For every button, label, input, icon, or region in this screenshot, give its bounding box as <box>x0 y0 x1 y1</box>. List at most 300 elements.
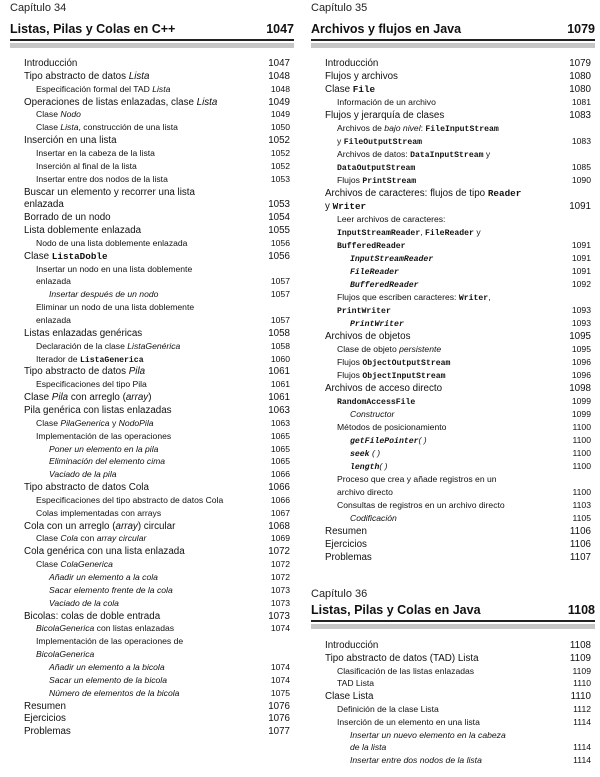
toc-entry <box>24 328 290 340</box>
toc-entry <box>36 264 290 276</box>
toc-entry-title: Consultas de registros en un archivo directo <box>337 500 505 510</box>
toc-entry <box>350 755 591 767</box>
toc-entry <box>337 474 591 486</box>
toc-entry <box>325 526 591 538</box>
toc-entry <box>24 611 290 623</box>
toc-entry-title: Clase ColaGenerica <box>36 559 113 570</box>
toc-entry-title: Flujos y jerarquía de clases <box>325 110 445 121</box>
toc-entry-title: Leer archivos de caracteres: <box>337 214 446 224</box>
toc-entry-page: 1105 <box>572 513 591 523</box>
toc-entry <box>337 704 591 716</box>
toc-entry-title: Flujos y archivos <box>325 71 398 82</box>
heading-rule <box>311 39 595 41</box>
toc-entry-title: enlazada <box>24 199 64 211</box>
toc-entry <box>36 533 290 545</box>
toc-entry-title: Inserción al final de la lista <box>36 160 137 171</box>
toc-entry <box>49 456 290 468</box>
toc-entry-page: 1058 <box>268 327 290 339</box>
toc-entry <box>325 201 591 213</box>
toc-entry <box>24 366 290 378</box>
toc-entry-page: 1052 <box>268 135 290 147</box>
toc-entry-title: Añadir un elemento a la bicola <box>49 661 165 672</box>
toc-entry-page: 1057 <box>270 289 290 300</box>
toc-entry-page: 1074 <box>270 674 290 685</box>
toc-entry-title: Iterador de ListaGenerica <box>36 353 144 365</box>
toc-entry-page: 1060 <box>270 353 290 364</box>
toc-entry <box>36 495 290 507</box>
toc-entry <box>49 469 290 481</box>
toc-entry-title: Codificación <box>350 513 397 523</box>
toc-entry-page: 1073 <box>270 597 290 608</box>
toc-entry-page: 1053 <box>270 173 290 184</box>
toc-entry <box>337 175 591 187</box>
toc-entry-title: Sacar elemento frente de la cola <box>49 584 173 595</box>
toc-entry-title: Inserción de un elemento en una lista <box>337 716 480 727</box>
toc-entry-page: 1100 <box>572 487 591 497</box>
toc-entry <box>24 212 290 224</box>
toc-entry-page: 1099 <box>571 409 591 419</box>
toc-entry-page: 1109 <box>572 665 591 676</box>
toc-entry-title: Archivos de datos: DataInputStream y <box>337 149 491 160</box>
toc-entry <box>36 238 290 250</box>
toc-entry <box>337 162 591 174</box>
toc-entry-title: Eliminar un nodo de una lista doblemente <box>36 302 195 313</box>
toc-entry-title: Operaciones de listas enlazadas, clase Lista <box>24 96 218 108</box>
toc-entry-page: 1048 <box>270 83 290 94</box>
toc-entry-title: Lista doblemente enlazada <box>24 225 142 237</box>
toc-entry <box>49 675 290 687</box>
toc-entry <box>350 461 591 473</box>
toc-entry-title: Nodo de una lista doblemente enlazada <box>36 237 188 248</box>
toc-entry-page: 1079 <box>569 58 591 69</box>
chapter-heading <box>10 22 294 36</box>
toc-entry-page: 1072 <box>268 546 290 558</box>
toc-entry-title: Introducción <box>325 58 379 69</box>
toc-entry-title: Proceso que crea y añade registros en un <box>337 474 497 484</box>
toc-entry-page: 1114 <box>573 742 591 753</box>
toc-entry <box>325 691 591 703</box>
toc-entry-page: 1106 <box>569 526 591 537</box>
toc-entry <box>24 225 290 237</box>
toc-entry-title: Insertar en la cabeza de la lista <box>36 147 155 158</box>
toc-entry <box>36 418 290 430</box>
toc-entry <box>337 305 591 317</box>
toc-entry-page: 1114 <box>573 755 591 766</box>
toc-entry-page: 1085 <box>571 162 591 172</box>
toc-entry <box>24 482 290 494</box>
chapter-label: Capítulo 36 <box>311 588 368 600</box>
toc-entry-title: Constructor <box>350 409 395 419</box>
toc-entry <box>350 513 591 525</box>
toc-entry-page: 1096 <box>571 370 591 380</box>
toc-entry <box>36 649 290 661</box>
toc-entry <box>24 701 290 713</box>
toc-entry-title: Insertar entre dos nodos de la lista <box>350 755 482 766</box>
toc-entry <box>325 331 591 343</box>
toc-entry-title: Flujos ObjectInputStream <box>337 370 446 381</box>
heading-band <box>311 624 595 629</box>
toc-entry <box>337 422 591 434</box>
toc-entry-title: getFilePointer( ) <box>350 435 427 446</box>
toc-entry <box>49 444 290 456</box>
toc-entry <box>337 678 591 690</box>
toc-entry-page: 1053 <box>268 199 290 211</box>
toc-entry-page: 1103 <box>572 500 591 510</box>
toc-entry-page: 1096 <box>571 357 591 367</box>
toc-entry <box>325 383 591 395</box>
toc-entry <box>36 636 290 648</box>
toc-entry <box>350 409 591 421</box>
toc-entry-title: Poner un elemento en la pila <box>49 443 159 454</box>
toc-entry <box>350 435 591 447</box>
toc-entry-page: 1091 <box>571 266 591 276</box>
toc-entry-page: 1091 <box>571 253 591 263</box>
toc-entry <box>36 84 290 96</box>
toc-entry <box>36 174 290 186</box>
toc-entry-page: 1107 <box>569 552 591 563</box>
toc-entry-page: 1063 <box>268 404 290 416</box>
toc-entry-title: PrintWriter <box>337 307 391 316</box>
toc-entry-title: de la lista <box>350 742 387 753</box>
toc-entry-title: Archivos de objetos <box>325 331 411 342</box>
toc-entry <box>337 227 591 239</box>
toc-entry <box>350 448 591 460</box>
toc-entry-page: 1092 <box>571 279 591 289</box>
toc-entry-title: TAD Lista <box>337 678 375 689</box>
toc-entry <box>337 123 591 135</box>
toc-entry <box>350 742 591 754</box>
toc-entry-title: FileReader <box>350 268 399 277</box>
toc-entry-page: 1106 <box>569 539 591 550</box>
toc-entry <box>49 289 290 301</box>
toc-entry-page: 1056 <box>268 250 290 262</box>
toc-entry-page: 1076 <box>268 713 290 725</box>
toc-entry <box>36 379 290 391</box>
toc-entry <box>36 354 290 366</box>
chapter-page: 1047 <box>266 22 294 36</box>
toc-entry-title: Clase ListaDoble <box>24 250 108 262</box>
toc-entry-page: 1061 <box>270 379 290 390</box>
toc-entry-title: Cola con un arreglo (array) circular <box>24 520 176 532</box>
toc-entry-title: enlazada <box>36 315 71 325</box>
toc-entry-title: Clase Lista, construcción de una lista <box>36 122 178 133</box>
toc-entry-page: 1055 <box>268 225 290 237</box>
chapter-page: 1108 <box>567 603 595 617</box>
toc-entry-title: archivo directo <box>337 487 393 497</box>
toc-entry-page: 1068 <box>268 520 290 532</box>
toc-entry-page: 1063 <box>270 417 290 428</box>
heading-band <box>311 43 595 48</box>
toc-entry <box>350 318 591 330</box>
toc-entry <box>24 187 290 199</box>
toc-entry <box>337 240 591 252</box>
toc-entry <box>24 726 290 738</box>
toc-entry <box>49 598 290 610</box>
toc-entry-page: 1112 <box>573 704 591 714</box>
toc-entry-title: Clase PilaGenerica y NodoPila <box>36 417 154 428</box>
toc-entry <box>325 653 591 665</box>
toc-entry-page: 1066 <box>270 469 290 480</box>
toc-entry-title: Introducción <box>24 58 78 69</box>
toc-entry-title: Listas enlazadas genéricas <box>24 327 143 339</box>
toc-entry <box>325 71 591 83</box>
toc-entry <box>337 214 591 226</box>
toc-entry-title: Añadir un elemento a la cola <box>49 572 158 582</box>
toc-entry-page: 1073 <box>268 610 290 622</box>
toc-entry-title: Borrado de un nodo <box>24 212 111 224</box>
toc-entry-page: 1098 <box>569 383 591 394</box>
toc-entry-page: 1081 <box>571 97 591 107</box>
toc-entry-page: 1052 <box>270 147 290 158</box>
toc-entry-page: 1065 <box>270 443 290 454</box>
toc-entry-page: 1100 <box>572 435 591 445</box>
toc-entry-title: Insertar un nodo en una lista doblemente <box>36 263 193 274</box>
toc-entry <box>337 370 591 382</box>
toc-entry-title: Ejercicios <box>325 539 367 550</box>
toc-entry-title: Declaración de la clase ListaGenérica <box>36 340 181 351</box>
toc-entry <box>24 405 290 417</box>
toc-entry <box>49 585 290 597</box>
toc-entry-title: Clase File <box>325 84 376 95</box>
chapter-page: 1079 <box>567 22 595 36</box>
toc-entry-page: 1110 <box>573 678 591 689</box>
toc-entry <box>325 539 591 551</box>
toc-entry <box>337 292 591 304</box>
toc-entry-page: 1108 <box>569 640 591 651</box>
toc-entry-title: Clase Nodo <box>36 109 81 120</box>
toc-entry-title: Tipo abstracto de datos Pila <box>24 366 146 378</box>
toc-entry-title: Resumen <box>24 700 66 712</box>
toc-entry-title: Especificaciones del tipo Pila <box>36 379 147 390</box>
toc-entry-page: 1067 <box>270 507 290 518</box>
toc-entry <box>325 640 591 652</box>
toc-entry-page: 1090 <box>571 175 591 185</box>
toc-entry-title: Vaciado de la cola <box>49 597 119 608</box>
toc-entry <box>337 357 591 369</box>
toc-entry-title: Clase Lista <box>325 691 374 703</box>
toc-entry-title: y Writer <box>325 201 367 212</box>
toc-entry <box>24 521 290 533</box>
toc-entry-title: Problemas <box>24 726 71 738</box>
toc-entry-title: Insertar un nuevo elemento en la cabeza <box>350 729 506 740</box>
toc-entry-page: 1052 <box>270 160 290 171</box>
toc-entry-title: Métodos de posicionamiento <box>337 422 447 432</box>
toc-entry-title: Colas implementadas con arrays <box>36 507 162 518</box>
toc-entry <box>337 136 591 148</box>
toc-entry-page: 1075 <box>270 687 290 698</box>
toc-entry-title: Flujos que escriben caracteres: Writer, <box>337 292 491 303</box>
toc-entry <box>36 623 290 635</box>
toc-entry-title: Información de un archivo <box>337 97 436 107</box>
chapter-heading <box>311 603 595 617</box>
toc-entry-title: Pila genérica con listas enlazadas <box>24 404 172 416</box>
toc-entry-title: Introducción <box>325 640 379 651</box>
toc-entry-title: y FileOutputStream <box>337 136 423 147</box>
toc-entry <box>49 572 290 584</box>
toc-entry-title: Vaciado de la pila <box>49 469 117 480</box>
toc-entry-page: 1049 <box>268 96 290 108</box>
toc-entry-page: 1080 <box>569 84 591 95</box>
toc-entry-page: 1065 <box>270 456 290 467</box>
toc-entry <box>337 500 591 512</box>
chapter-title: Listas, Pilas y Colas en Java <box>311 603 481 617</box>
toc-entry-title: PrintWriter <box>350 320 404 329</box>
toc-entry <box>24 199 290 211</box>
toc-entry <box>24 58 290 70</box>
toc-entry-page: 1095 <box>571 344 591 354</box>
chapter-label: Capítulo 34 <box>10 2 67 14</box>
heading-rule <box>10 39 294 41</box>
toc-entry-title: Insertar entre dos nodos de la lista <box>36 173 168 184</box>
toc-entry-title: Tipo abstracto de datos (TAD) Lista <box>325 652 479 664</box>
toc-entry <box>337 666 591 678</box>
toc-entry-title: seek ( ) <box>350 448 381 459</box>
toc-entry <box>350 279 591 291</box>
toc-entry-title: InputStreamReader <box>350 255 434 264</box>
chapter-label: Capítulo 35 <box>311 2 368 14</box>
toc-entry <box>36 559 290 571</box>
toc-entry-page: 1058 <box>270 340 290 351</box>
toc-entry-title: BicolaGenerica <box>36 649 95 660</box>
toc-entry-page: 1093 <box>571 305 591 315</box>
toc-entry <box>24 251 290 263</box>
toc-entry <box>24 713 290 725</box>
toc-entry-page: 1100 <box>572 422 591 432</box>
toc-entry <box>24 97 290 109</box>
toc-entry-page: 1050 <box>270 122 290 133</box>
toc-entry-page: 1061 <box>268 392 290 404</box>
toc-entry-title: DataOutputStream <box>337 164 416 173</box>
toc-entry-page: 1114 <box>573 716 591 727</box>
toc-entry-title: Definición de la clase Lista <box>337 704 439 714</box>
toc-entry <box>350 730 591 742</box>
toc-entry-page: 1066 <box>270 494 290 505</box>
toc-entry-page: 1093 <box>571 318 591 328</box>
toc-entry-title: Ejercicios <box>24 713 66 725</box>
toc-entry <box>36 148 290 160</box>
toc-entry-page: 1091 <box>571 240 591 250</box>
toc-entry-title: Cola genérica con una lista enlazada <box>24 546 185 558</box>
toc-entry <box>337 97 591 109</box>
toc-entry-page: 1073 <box>270 584 290 595</box>
toc-entry-title: Clase Cola con array circular <box>36 533 147 544</box>
toc-entry <box>337 396 591 408</box>
toc-entry-title: Archivos de acceso directo <box>325 383 443 394</box>
toc-entry-title: Bicolas: colas de doble entrada <box>24 610 161 622</box>
toc-entry-title: Número de elementos de la bicola <box>49 687 180 698</box>
toc-entry-page: 1099 <box>571 396 591 406</box>
toc-entry-title: Clase de objeto persistente <box>337 344 442 354</box>
toc-entry-page: 1072 <box>270 559 290 570</box>
toc-entry <box>350 266 591 278</box>
toc-entry-title: Archivos de caracteres: flujos de tipo Reader <box>325 188 522 199</box>
toc-entry <box>325 58 591 70</box>
toc-entry <box>24 546 290 558</box>
toc-entry <box>337 487 591 499</box>
toc-entry <box>337 344 591 356</box>
toc-entry-page: 1054 <box>268 212 290 224</box>
toc-entry-page: 1061 <box>268 366 290 378</box>
toc-entry <box>24 71 290 83</box>
toc-entry <box>49 662 290 674</box>
chapter-heading <box>311 22 595 36</box>
toc-entry-title: Implementación de las operaciones <box>36 430 172 441</box>
toc-entry-page: 1083 <box>571 136 591 146</box>
toc-entry-page: 1109 <box>569 652 591 664</box>
toc-entry-page: 1056 <box>270 237 290 248</box>
toc-entry-page: 1072 <box>270 572 290 582</box>
toc-entry-title: Especificaciones del tipo abstracto de datos Cola <box>36 494 224 505</box>
toc-entry <box>24 135 290 147</box>
toc-entry <box>36 508 290 520</box>
toc-entry-title: RandomAccessFile <box>337 398 416 407</box>
toc-entry-page: 1077 <box>268 726 290 738</box>
toc-entry <box>36 431 290 443</box>
toc-entry-title: Implementación de las operaciones de <box>36 636 184 647</box>
toc-entry-title: Inserción en una lista <box>24 135 117 147</box>
toc-entry-title: Flujos PrintStream <box>337 175 417 186</box>
toc-entry-page: 1047 <box>268 58 290 69</box>
chapter-title: Archivos y flujos en Java <box>311 22 462 36</box>
toc-entry-title: Tipo abstracto de datos Cola <box>24 482 149 494</box>
toc-entry-page: 1100 <box>572 461 591 471</box>
toc-entry <box>337 717 591 729</box>
toc-entry-page: 1083 <box>569 110 591 121</box>
toc-entry-page: 1095 <box>569 331 591 342</box>
toc-entry-title: length( ) <box>350 461 388 472</box>
toc-entry-title: Archivos de bajo nivel: FileInputStream <box>337 123 499 134</box>
toc-entry-title: BufferedReader <box>337 242 406 251</box>
heading-band <box>10 43 294 48</box>
toc-entry <box>337 149 591 161</box>
toc-entry-title: Resumen <box>325 526 367 537</box>
toc-entry <box>325 110 591 122</box>
toc-entry-title: Clasificación de las listas enlazadas <box>337 665 475 676</box>
toc-entry-title: Insertar después de un nodo <box>49 289 159 300</box>
toc-entry-title: Tipo abstracto de datos Lista <box>24 70 150 82</box>
toc-entry-title: InputStreamReader, FileReader y <box>337 227 481 238</box>
toc-entry <box>36 276 290 288</box>
toc-entry-page: 1110 <box>570 691 591 703</box>
toc-entry-title: Sacar un elemento de la bicola <box>49 674 168 685</box>
toc-entry <box>325 188 591 200</box>
heading-rule <box>311 620 595 622</box>
toc-entry-title: Buscar un elemento y recorrer una lista <box>24 186 195 198</box>
toc-entry <box>36 122 290 134</box>
toc-entry-page: 1091 <box>569 201 591 212</box>
toc-entry <box>36 161 290 173</box>
toc-entry-page: 1057 <box>270 315 290 325</box>
toc-entry-title: Problemas <box>325 552 372 563</box>
toc-entry <box>36 341 290 353</box>
toc-entry-page: 1049 <box>270 109 290 120</box>
toc-entry-page: 1074 <box>270 661 290 672</box>
toc-entry-page: 1080 <box>569 71 591 82</box>
toc-entry-title: BicolaGenerica con listas enlazadas <box>36 623 175 634</box>
toc-entry <box>36 315 290 327</box>
toc-entry-title: Especificación formal del TAD Lista <box>36 83 171 94</box>
toc-entry-page: 1057 <box>270 276 290 287</box>
toc-entry <box>49 688 290 700</box>
chapter-title: Listas, Pilas y Colas en C++ <box>10 22 176 36</box>
toc-entry <box>36 109 290 121</box>
toc-entry <box>350 253 591 265</box>
toc-entry-page: 1074 <box>270 623 290 634</box>
toc-entry <box>36 302 290 314</box>
toc-entry-title: Flujos ObjectOutputStream <box>337 357 451 368</box>
toc-entry-title: Eliminación del elemento cima <box>49 456 166 467</box>
toc-entry-title: enlazada <box>36 276 71 287</box>
